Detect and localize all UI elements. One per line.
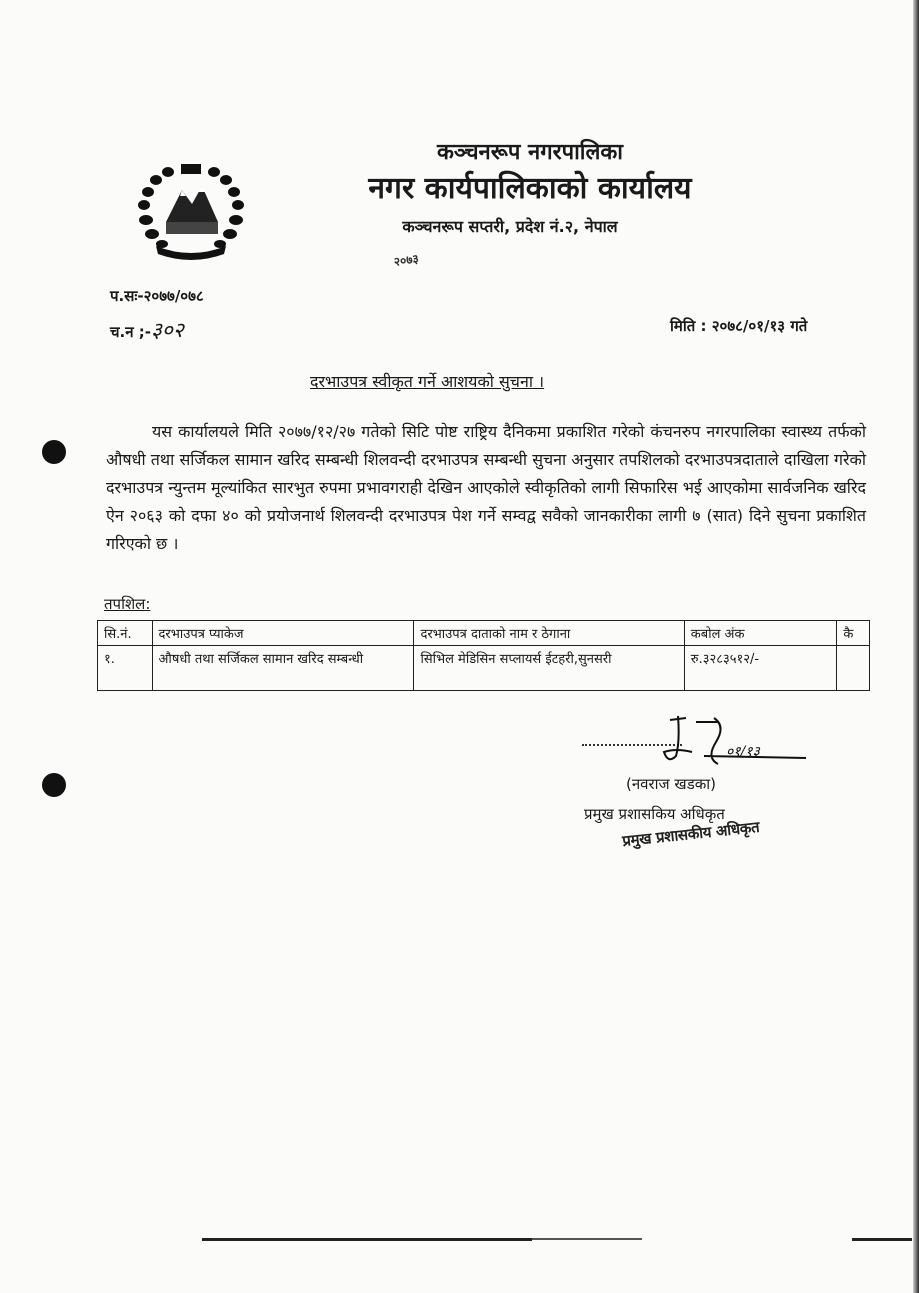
signatory-stamp: प्रमुख प्रशासकीय अधिकृत <box>621 817 761 851</box>
cell-package: औषधी तथा सर्जिकल सामान खरिद सम्बन्धी <box>152 646 414 691</box>
table-row <box>98 646 870 691</box>
notice-body: यस कार्यालयले मिति २०७७/१२/२७ गतेको सिटि पोष्ट राष्ट्रिय दैनिकमा प्रकाशित गरेको कंचनरुप नगरपालिका स्वास्थ्य तर्फको औषधी तथा सर्जिकल सामान खरिद सम्बन्धी शिलवन्दी दरभाउपत्र सम्बन्धी सुचना अनुसार तपशिलको दरभाउपत्रदाताले दाखिला गरेको दरभाउपत्र न्युन्तम मूल्यांकित सारभुत रुपमा प्रभावगराही देखिन आएकोले स्वीकृतिको लागी सिफारिस भई आएकोमा सार्वजनिक खरिद ऐन २०६३ को दफा ४० को प्रयोजनार्थ शिलवन्दी दरभाउपत्र पेश गर्ने सम्वद्व सवैको जानकारीका लागी ७ (सात) दिने सुचना प्रकाशित गरिएको छ । <box>106 422 866 553</box>
chalani-label: च.न ;- <box>110 323 151 341</box>
signatory-title: प्रमुख प्रशासकिय अधिकृत <box>584 805 725 823</box>
letter-date: मिति : २०७८/०१/१३ गते <box>670 317 808 335</box>
nepal-emblem-icon <box>136 160 246 260</box>
col-header-sn: सि.नं. <box>98 621 153 646</box>
punch-hole-top <box>42 440 66 464</box>
notice-subject: दरभाउपत्र स्वीकृत गर्ने आशयको सुचना । <box>310 372 545 391</box>
page-edge-shadow <box>913 0 919 1293</box>
chalani-number-line <box>110 316 184 344</box>
bid-table <box>97 620 870 691</box>
tapsil-label: तपशिल: <box>104 595 151 613</box>
col-header-remarks: कै <box>837 621 870 646</box>
cell-remarks <box>837 646 870 691</box>
cell-sn: १. <box>98 646 153 691</box>
office-seal-stamp <box>393 237 543 336</box>
office-name: नगर कार्यपालिकाको कार्यालय <box>368 171 692 206</box>
municipality-name: कञ्चनरूप नगरपालिका <box>436 140 624 165</box>
col-header-amount: कबोल अंक <box>684 621 837 646</box>
cell-bidder: सिभिल मेडिसिन सप्लायर्स ईटहरी,सुनसरी <box>414 646 684 691</box>
bottom-rule-mid <box>532 1238 642 1240</box>
punch-hole-bottom <box>42 773 66 797</box>
patra-sankhya: प.सः-२०७७/०७८ <box>110 287 204 305</box>
bottom-rule-right <box>852 1238 912 1241</box>
col-header-package: दरभाउपत्र प्याकेज <box>152 621 414 646</box>
table-header-row <box>98 621 870 646</box>
office-address: कञ्चनरूप सप्तरी, प्रदेश नं.२, नेपाल <box>402 217 618 236</box>
signature-date: ०१/१३ <box>726 744 760 760</box>
chalani-number: ३०२ <box>151 318 184 342</box>
col-header-bidder: दरभाउपत्र दाताको नाम र ठेगाना <box>414 621 684 646</box>
cell-amount: रु.३२८३५१२/- <box>684 646 837 691</box>
bottom-rule-left <box>202 1238 532 1241</box>
signature-block <box>582 712 842 872</box>
handwritten-signature <box>656 712 826 768</box>
stamp-year: २०७३ <box>392 251 420 270</box>
signatory-name: (नवराज खडका) <box>626 775 716 793</box>
